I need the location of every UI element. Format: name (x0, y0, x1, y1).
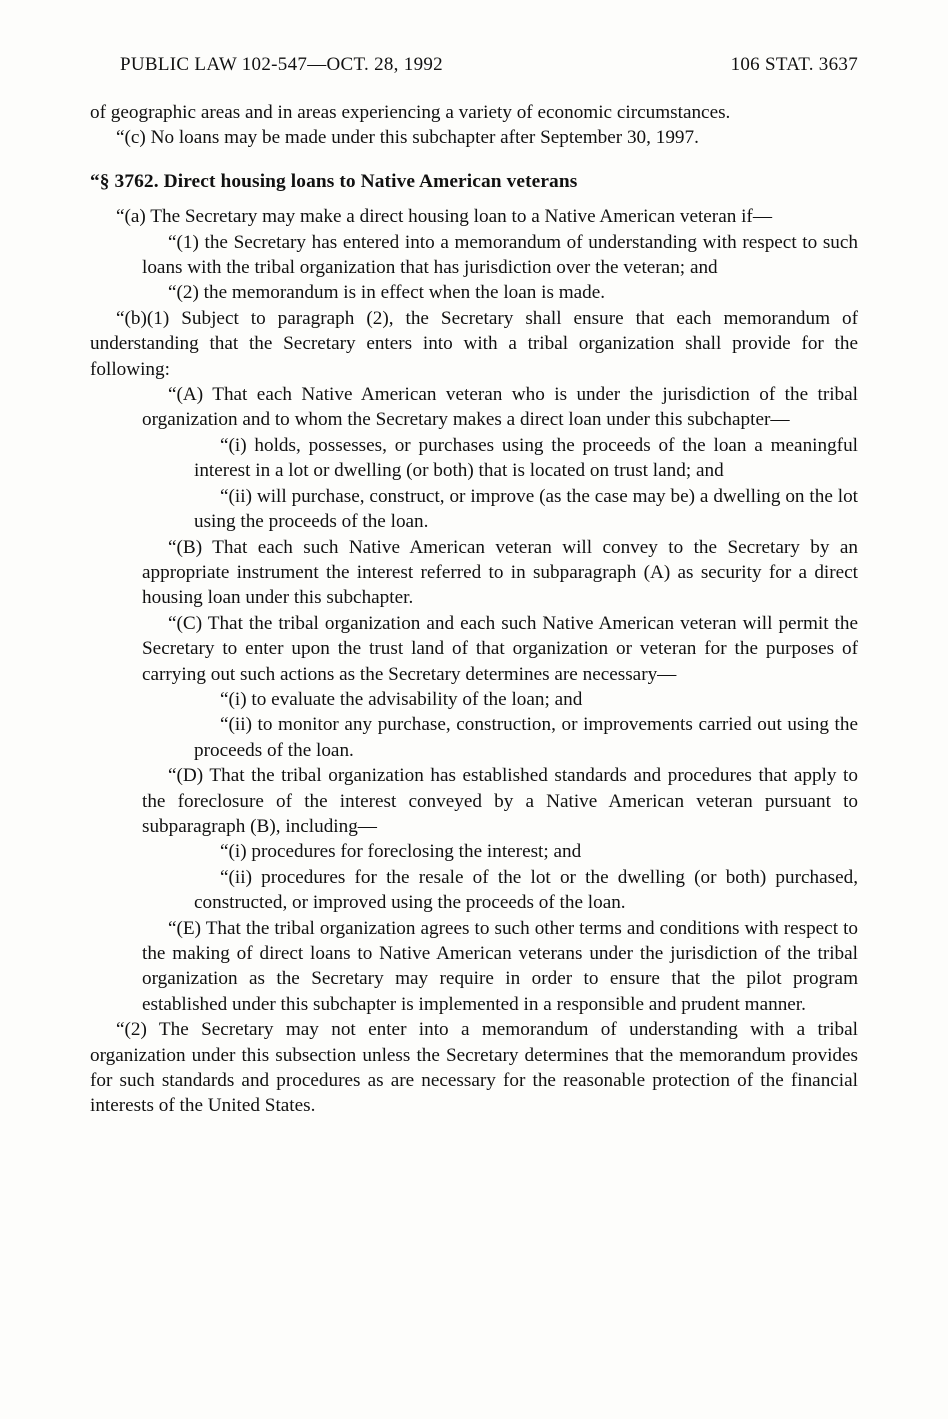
body-paragraph: “(2) The Secretary may not enter into a memorandum of understanding with a tribal organization under this subsection unless the Secretary determines that the memorandum provides for such standards and procedures as are necessary for the reasonable protection of the financial interests of the United States. (90, 1019, 858, 1117)
body-paragraph: “(C) That the tribal organization and each such Native American veteran will permit the Secretary to enter upon the trust land of that organization or veteran for the purposes of carrying out such actions as the Secretary determines are necessary— (142, 612, 858, 685)
body-paragraph: “(ii) to monitor any purchase, construction, or improvements carried out using the proceeds of the loan. (194, 714, 858, 761)
body-paragraph: “(b)(1) Subject to paragraph (2), the Secretary shall ensure that each memorandum of understanding that the Secretary enters into with a tribal organization shall provide for the following: (90, 307, 858, 380)
body-paragraph: “(i) holds, possesses, or purchases using the proceeds of the loan a meaningful interest in a lot or dwelling (or both) that is located on trust land; and (194, 434, 858, 482)
body-paragraph: of geographic areas and in areas experiencing a variety of economic circumstances. (90, 102, 731, 123)
body-paragraph: “(A) That each Native American veteran who is under the jurisdiction of the tribal organization and to whom the Secretary makes a direct loan under this subchapter— (142, 384, 858, 431)
body-paragraph: “(2) the memorandum is in effect when the loan is made. (168, 282, 606, 304)
document-body (90, 100, 858, 1119)
body-paragraph: “(E) That the tribal organization agrees to such other terms and conditions with respect to the making of direct loans to Native American veterans under the jurisdiction of the tribal organization as the Secretary may require in order to ensure that the pilot program established under this subchapter is implemented in a responsible and prudent manner. (142, 917, 858, 1015)
page-header (90, 54, 858, 76)
body-paragraph: “(ii) will purchase, construct, or improve (as the case may be) a dwelling on the lot using the proceeds of the loan. (194, 485, 858, 533)
section-heading: “§ 3762. Direct housing loans to Native American veterans (90, 170, 578, 192)
body-paragraph: “(a) The Secretary may make a direct housing loan to a Native American veteran if— (116, 206, 773, 228)
header-public-law: PUBLIC LAW 102-547—OCT. 28, 1992 (120, 54, 443, 75)
body-paragraph: “(i) procedures for foreclosing the interest; and (220, 841, 582, 863)
header-statute-citation: 106 STAT. 3637 (730, 54, 858, 75)
body-paragraph: “(1) the Secretary has entered into a memorandum of understanding with respect to such loans with the tribal organization that has jurisdiction over the veteran; and (142, 231, 858, 279)
body-paragraph: “(D) That the tribal organization has established standards and procedures that apply to the foreclosure of the interest conveyed by a Native American veteran pursuant to subparagraph (B), including— (142, 765, 858, 837)
body-paragraph: “(B) That each such Native American veteran will convey to the Secretary by an appropriate instrument the interest referred to in subparagraph (A) as security for a direct housing loan under this subchapter. (142, 536, 858, 609)
body-paragraph: “(i) to evaluate the advisability of the loan; and (220, 688, 583, 710)
body-paragraph: “(c) No loans may be made under this subchapter after September 30, 1997. (116, 127, 699, 149)
body-paragraph: “(ii) procedures for the resale of the lot or the dwelling (or both) purchased, constructed, or improved using the proceeds of the loan. (194, 866, 858, 914)
